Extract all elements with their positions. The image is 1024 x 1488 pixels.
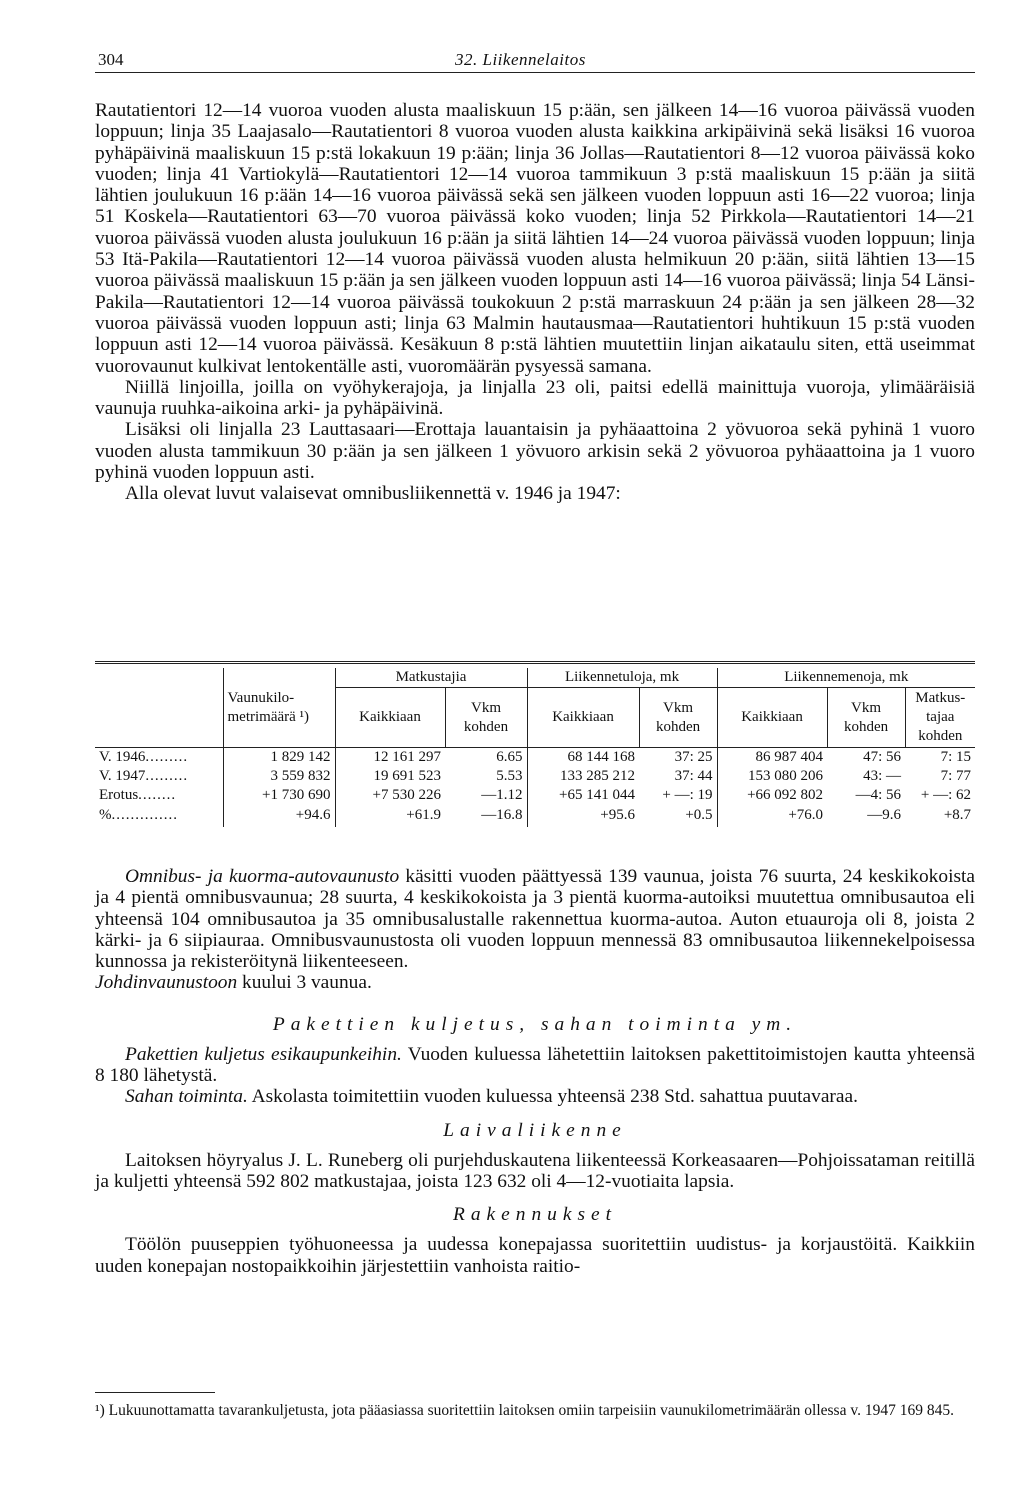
cell-passengers-total: 12 161 297 (335, 748, 445, 767)
cell-per-passenger: +8.7 (943, 807, 972, 823)
cell-per-passenger: + —: 62 (920, 786, 972, 803)
paragraph-table-intro: Alla olevat luvut valaisevat omnibusliikennettä v. 1946 ja 1947: (125, 483, 621, 505)
cell-vehicle-km: 1 829 142 (223, 748, 335, 767)
cell-passengers-total: 19 691 523 (335, 767, 445, 786)
cell-per-passenger: 7: 15 (940, 748, 972, 765)
cell-revenue-per-km: 37: 25 (674, 748, 713, 765)
cell-per-passenger: 7: 77 (940, 767, 972, 784)
sawmill-heading: Sahan toiminta. (125, 1086, 248, 1108)
cell-revenue-per-km: +0.5 (685, 807, 713, 823)
col-header-vehicle-km: Vaunukilo-metrimäärä ¹) (227, 689, 310, 725)
cell-expenses-per-km: —4: 56 (855, 786, 902, 803)
fleet-text: käsitti vuoden päättyessä 139 vaunua, joista 76 suurta, 24 keskikokoista ja 4 pientä omnibusvaunua; 28 suurta, 4 keskikokoista ja 3 pientä kuorma-autoiksi muutettua omnibusautoa eli yhteensä 104 omnibusautoa ja 35 omnibusalustalle rakennettua kuorma-autoa. Auton etuauroja oli 8, joista 2 kärki- ja 6 siipiauraa. Omnibusvaunustosta oli vuoden loppuun mennessä 83 omnibusautoa liikennekelpoisessa kunnossa ja rekisteröitynä liikenteeseen. (95, 866, 975, 973)
body-text-top (95, 100, 975, 505)
section-heading-parcels: Pakettien kuljetus, sahan toiminta ym. (272, 1013, 798, 1035)
paragraph-trolleybus (95, 972, 975, 993)
cell-passengers-total: +61.9 (335, 805, 445, 827)
cell-passengers-per-km: 6.65 (496, 748, 523, 765)
table-row (95, 786, 975, 805)
paragraph-fleet (95, 866, 975, 972)
cell-passengers-per-km: —1.12 (481, 786, 523, 803)
section-heading-shipping: Laivaliikenne (443, 1119, 627, 1141)
cell-vehicle-km: 3 559 832 (223, 767, 335, 786)
paragraph-zones: Niillä linjoilla, joilla on vyöhykerajoja, ja linjalla 23 oli, paitsi edellä mainittuja vuoroja, ylimääräisiä vaunuja ruuhka-aikoina arki- ja pyhäpäivinä. (95, 376, 975, 420)
paragraph-shipping: Laitoksen höyryalus J. L. Runeberg oli purjehduskautena liikenteessä Korkeasaaren—Pohjoissataman reitillä ja kuljetti yhteensä 592 802 matkustajaa, joista 123 632 oli 4—12-vuotiaita lapsia. (95, 1149, 975, 1192)
cell-expenses-per-km: 43: — (863, 767, 902, 784)
table-row (95, 767, 975, 786)
section-heading-buildings: Rakennukset (453, 1204, 617, 1226)
cell-vehicle-km: +1 730 690 (223, 786, 335, 805)
cell-revenue-per-km: 37: 44 (674, 767, 713, 784)
paragraph-sawmill (95, 1086, 975, 1107)
row-label: Erotus........ (99, 786, 177, 803)
col-header-per-km-passengers: Vkm kohden (445, 688, 527, 748)
cell-passengers-per-km: —16.8 (481, 807, 523, 823)
paragraph-buildings: Töölön puuseppien työhuoneessa ja uudessa konepajassa suoritettiin uudistus- ja korjaustöitä. Kaikkiin uuden konepajan nostopaikkoihin järjestettiin vanhoista raitio- (95, 1234, 975, 1277)
group-header-revenue: Liikennetuloja, mk (527, 668, 717, 688)
row-label: %.............. (99, 807, 178, 823)
cell-revenue-total: +95.6 (527, 805, 639, 827)
row-label: V. 1946......... (99, 748, 189, 765)
table-row (95, 805, 975, 827)
cell-expenses-total: +66 092 802 (717, 786, 827, 805)
trolleybus-text: kuului 3 vaunua. (237, 972, 372, 994)
footnote-rule (95, 1392, 215, 1393)
col-header-total-revenue: Kaikkiaan (527, 688, 639, 748)
page-header (95, 50, 975, 73)
cell-passengers-total: +7 530 226 (335, 786, 445, 805)
cell-revenue-total: +65 141 044 (527, 786, 639, 805)
parcels-heading: Pakettien kuljetus esikaupunkeihin. (125, 1043, 402, 1065)
footnote (95, 1392, 975, 1420)
cell-expenses-total: 86 987 404 (717, 748, 827, 767)
cell-revenue-total: 68 144 168 (527, 748, 639, 767)
cell-expenses-total: 153 080 206 (717, 767, 827, 786)
omnibus-statistics-table (95, 661, 975, 827)
group-header-passengers: Matkustajia (335, 668, 527, 688)
body-text-bottom (95, 866, 975, 1277)
col-header-total-expenses: Kaikkiaan (717, 688, 827, 748)
paragraph-routes: Rautatientori 12—14 vuoroa vuoden alusta maaliskuun 15 p:ään, sen jälkeen 14—16 vuoroa päivässä vuoden loppuun; linja 35 Laajasalo—Rautatientori 8 vuoroa vuoden alusta kaikkina arkipäivinä sekä lisäksi 16 vuoroa pyhäpäivinä maaliskuun 15 p:stä lokakuun 19 p:ään; linja 36 Jollas—Rautatientori 8—12 vuoroa päivässä koko vuoden; linja 41 Vartiokylä—Rautatientori 12—14 vuoroa tammikuun 3 p:stä maaliskuun 15 p:ään ja siitä lähtien joulukuun 16 p:ään 14—16 vuoroa päivässä sekä sen jälkeen vuoden loppuun asti 16—22 vuoroa; linja 51 Koskela—Rautatientori 63—70 vuoroa päivässä koko vuoden; linja 52 Pirkkola—Rautatientori 14—21 vuoroa päivässä vuoden alusta joulukuun 16 p:ään ja siitä lähtien 14—24 vuoroa päivässä vuoden loppuun; linja 53 Itä-Pakila—Rautatientori 12—14 vuoroa päivässä vuoden alusta helmikuun 20 p:ään, siitä lähtien 13—15 vuoroa päivässä maaliskuun 15 p:ään ja sen jälkeen vuoden loppuun asti 14—16 vuoroa päivässä; linja 54 Länsi-Pakila—Rautatientori 12—14 vuoroa päivässä toukokuun 2 p:stä marraskuun 24 p:ään ja sen jälkeen 28—32 vuoroa päivässä vuoden loppuun asti; linja 63 Malmin hautausmaa—Rautatientori huhtikuun 15 p:stä vuoden loppuun asti 12—14 vuoroa päivässä. Kesäkuun 8 p:stä lähtien muutettiin linjan aikataulu siten, että useimmat vuorovaunut kulkivat lentokentälle asti, vuoromäärän pysyessä samana. (95, 100, 975, 377)
parcels-text: Vuoden kuluessa lähetettiin laitoksen pakettitoimistojen kautta yhteensä 8 180 lähetystä. (95, 1043, 976, 1087)
col-header-per-km-expenses: Vkm kohden (827, 688, 905, 748)
cell-vehicle-km: +94.6 (223, 805, 335, 827)
cell-expenses-per-km: —9.6 (867, 807, 902, 823)
cell-revenue-total: 133 285 212 (527, 767, 639, 786)
col-header-per-passenger: Matkus-tajaa kohden (915, 690, 966, 744)
paragraph-parcels (95, 1044, 975, 1087)
cell-expenses-per-km: 47: 56 (863, 748, 902, 765)
row-label: V. 1947......... (99, 767, 189, 784)
col-header-total-passengers: Kaikkiaan (335, 688, 445, 748)
running-title: 32. Liikennelaitos (455, 50, 586, 69)
sawmill-text: Askolasta toimitettiin vuoden kuluessa yhteensä 238 Std. sahattua puutavaraa. (247, 1086, 858, 1108)
cell-revenue-per-km: + —: 19 (662, 786, 713, 803)
footnote-text: ¹) Lukuunottamatta tavarankuljetusta, jota pääasiassa suoritettiin laitoksen omiin tarpeisiin vaunukilometrimäärän ollessa v. 1947 169 845. (95, 1402, 954, 1419)
cell-expenses-total: +76.0 (717, 805, 827, 827)
group-header-expenses: Liikennemenoja, mk (717, 668, 975, 688)
page-number: 304 (98, 50, 124, 69)
cell-passengers-per-km: 5.53 (496, 767, 523, 784)
paragraph-night-runs: Lisäksi oli linjalla 23 Lauttasaari—Erottaja lauantaisin ja pyhäaattoina 2 yövuoroa sekä pyhinä 1 vuoro vuoden alusta tammikuun 30 p:ään ja sen jälkeen 1 yövuoro arkisin sekä 2 yövuoroa pyhäaattoina ja 1 vuoro pyhinä vuoden loppuun asti. (95, 419, 975, 484)
fleet-heading: Omnibus- ja kuorma-autovaunusto (125, 866, 400, 887)
col-header-per-km-revenue: Vkm kohden (639, 688, 717, 748)
trolleybus-heading: Johdinvaunustoon (95, 972, 238, 994)
table-row (95, 748, 975, 767)
